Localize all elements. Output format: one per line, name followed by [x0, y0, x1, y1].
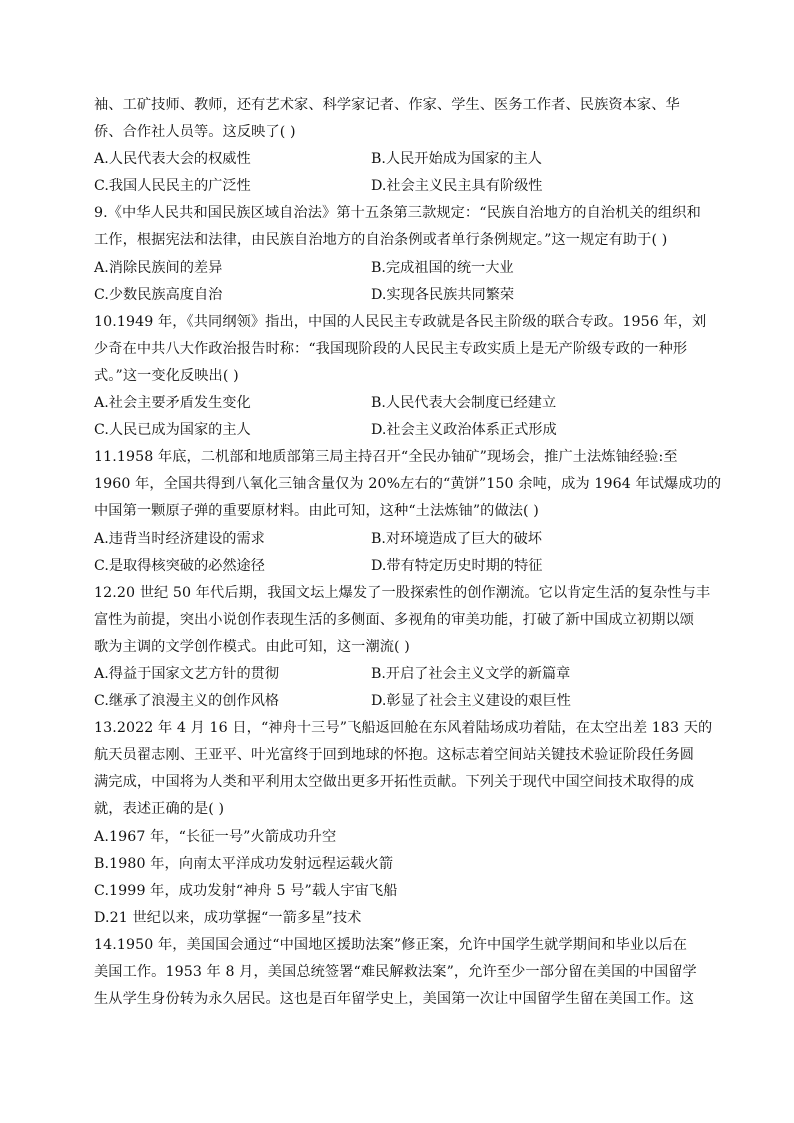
question-9-line-2: 工作，根据宪法和法律，由民族自治地方的自治条例或者单行条例规定。”这一规定有助于( )	[94, 232, 668, 249]
question-9	[94, 200, 701, 308]
question-12-line-2: 富性为前提，突出小说创作表现生活的多侧面、多视角的审美功能，打破了新中国成立初期以颂	[94, 611, 695, 628]
question-12-option-b[interactable]: B.开启了社会主义文学的新篇章	[371, 665, 571, 682]
question-8	[94, 92, 686, 200]
question-13-line-1: 13.2022 年 4 月 16 日，“神舟十三号”飞船返回舱在东风着陆场成功着陆，在太空出差 183 天的	[94, 720, 713, 737]
question-10	[94, 309, 707, 444]
question-14	[94, 932, 697, 1013]
question-12-line-3: 歌为主调的文学创作模式。由此可知，这一潮流( )	[94, 638, 410, 655]
question-10-option-d[interactable]: D.社会主义政治体系正式形成	[371, 422, 557, 439]
question-8-line-2: 侨、合作社人员等。这反映了( )	[94, 124, 296, 141]
question-13-line-4: 就，表述正确的是( )	[94, 801, 225, 818]
question-13-option-d[interactable]: D.21 世纪以来，成功掌握“一箭多星”技术	[94, 909, 362, 926]
question-14-line-3: 生从学生身份转为永久居民。这也是百年留学史上，美国第一次让中国留学生留在美国工作。这	[94, 991, 695, 1008]
question-11-option-b[interactable]: B.对环境造成了巨大的破坏	[371, 530, 542, 547]
question-11-options	[94, 526, 686, 580]
question-9-options	[94, 255, 686, 309]
question-8-line-1: 袖、工矿技师、教师，还有艺术家、科学家记者、作家、学生、医务工作者、民族资本家、华	[94, 97, 680, 113]
question-10-line-2: 少奇在中共八大作政治报告时称：“我国现阶段的人民民主专政实质上是无产阶级专政的一种形	[94, 340, 688, 357]
question-12-option-d[interactable]: D.彰显了社会主义建设的艰巨性	[371, 693, 571, 710]
question-11-line-2: 1960 年，全国共得到八氧化三铀含量仅为 20%左右的“黄饼”150 余吨，成为 1964 年试爆成功的	[94, 476, 722, 493]
question-9-option-b[interactable]: B.完成祖国的统一大业	[371, 259, 514, 276]
question-9-option-d[interactable]: D.实现各民族共同繁荣	[371, 286, 515, 303]
question-10-option-c[interactable]: C.人民已成为国家的主人	[94, 422, 251, 439]
question-9-option-a[interactable]: A.消除民族间的差异	[94, 259, 223, 276]
question-10-line-3: 式。”这一变化反映出( )	[94, 367, 239, 384]
question-8-option-c[interactable]: C.我国人民民主的广泛性	[94, 178, 251, 195]
question-12-option-a[interactable]: A.得益于国家文艺方针的贯彻	[94, 665, 280, 682]
question-13-option-a[interactable]: A.1967 年，“长征一号”火箭成功升空	[94, 828, 337, 845]
question-13-line-3: 满完成，中国将为人类和平利用太空做出更多开拓性贡献。下列关于现代中国空间技术取得的成	[94, 774, 695, 791]
question-10-option-a[interactable]: A.社会主要矛盾发生变化	[94, 395, 251, 412]
question-12-options	[94, 661, 686, 715]
question-13-option-b[interactable]: B.1980 年，向南太平洋成功发射远程运载火箭	[94, 855, 394, 872]
question-13-option-c[interactable]: C.1999 年，成功发射“神舟 5 号”载人宇宙飞船	[94, 882, 398, 899]
question-10-option-b[interactable]: B.人民代表大会制度已经建立	[371, 395, 557, 412]
question-12-option-c[interactable]: C.继承了浪漫主义的创作风格	[94, 693, 280, 710]
question-11-option-c[interactable]: C.是取得核突破的必然途径	[94, 557, 265, 574]
question-9-option-c[interactable]: C.少数民族高度自治	[94, 286, 223, 303]
question-11	[94, 444, 722, 579]
question-8-option-d[interactable]: D.社会主义民主具有阶级性	[371, 178, 543, 195]
question-13-line-2: 航天员翟志刚、王亚平、叶光富终于回到地球的怀抱。这标志着空间站关键技术验证阶段任务圆	[94, 747, 695, 764]
question-12-line-1: 12.20 世纪 50 年代后期，我国文坛上爆发了一股探索性的创作潮流。它以肯定生活的复杂性与丰	[94, 584, 711, 601]
question-11-line-3: 中国第一颗原子弹的重要原材料。由此可知，这种“土法炼铀”的做法( )	[94, 503, 539, 520]
question-11-option-a[interactable]: A.违背当时经济建设的需求	[94, 530, 265, 547]
question-8-option-b[interactable]: B.人民开始成为国家的主人	[371, 151, 542, 168]
question-8-options	[94, 146, 686, 200]
question-9-line-1: 9.《中华人民共和国民族区域自治法》第十五条第三款规定：“民族自治地方的自治机关的组织和	[94, 205, 701, 222]
question-12	[94, 580, 711, 715]
question-14-line-1: 14.1950 年，美国国会通过“中国地区援助法案”修正案，允许中国学生就学期间和毕业以后在	[94, 936, 688, 953]
question-8-option-a[interactable]: A.人民代表大会的权威性	[94, 151, 251, 168]
question-11-line-1: 11.1958 年底，二机部和地质部第三局主持召开“全民办铀矿”现场会，推广土法炼铀经验:至	[94, 449, 678, 466]
question-11-option-d[interactable]: D.带有特定历史时期的特征	[371, 557, 543, 574]
question-10-options	[94, 390, 686, 444]
question-13	[94, 715, 713, 932]
question-14-line-2: 美国工作。1953 年 8 月，美国总统签署“难民解救法案”，允许至少一部分留在美国的中国留学	[94, 964, 697, 980]
question-10-line-1: 10.1949 年，《共同纲领》指出，中国的人民民主专政就是各民主阶级的联合专政。1956 年，刘	[94, 313, 707, 330]
